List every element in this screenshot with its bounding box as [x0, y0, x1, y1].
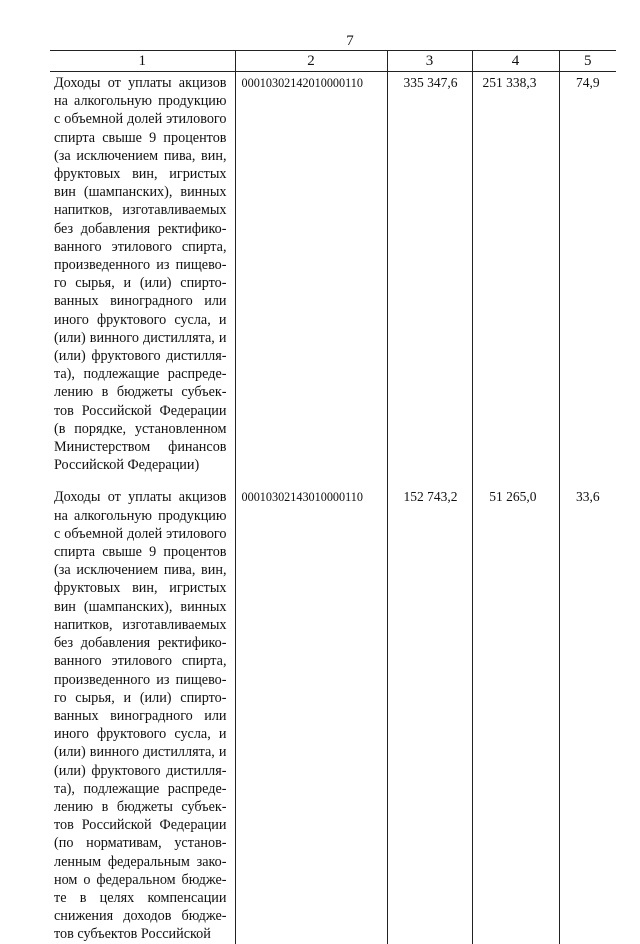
- spacer-cell: [50, 474, 235, 486]
- description-line: фруктовых вин, игристых: [54, 166, 227, 183]
- description-line: фруктовых вин, игристых: [54, 580, 227, 597]
- description-line: ленным федеральным зако-: [54, 853, 227, 870]
- description-line: (или) фруктового дистилля-: [54, 762, 227, 779]
- description-line: та), подлежащие распреде-: [54, 366, 227, 383]
- row-code: 00010302142010000110: [235, 72, 387, 475]
- description-line: лению в бюджеты субъек-: [54, 384, 227, 401]
- description-line: ванных виноградного или: [54, 293, 227, 310]
- description-line: ванных виноградного или: [54, 707, 227, 724]
- row-plan: 152 743,2: [387, 486, 472, 943]
- description-line: без добавления ректифико-: [54, 220, 227, 237]
- page-number: 7: [346, 33, 354, 49]
- row-description: [50, 72, 235, 475]
- row-plan: 335 347,6: [387, 72, 472, 475]
- description-line: тов субъектов Российской: [54, 926, 211, 943]
- description-line: иного фруктового сусла, и: [54, 726, 227, 743]
- spacer-cell: [472, 474, 559, 486]
- row-percent: 33,6: [559, 486, 616, 943]
- description-line: те в целях компенсации: [54, 889, 227, 906]
- row-percent: 74,9: [559, 72, 616, 475]
- description-line: напитков, изготавливаемых: [54, 616, 227, 633]
- description-line: (в порядке, установленном: [54, 420, 227, 437]
- spacer-cell: [559, 474, 616, 486]
- table-header: [50, 51, 616, 72]
- description-line: Российской Федерации): [54, 457, 200, 474]
- description-line: произведенного из пищево-: [54, 257, 227, 274]
- description-line: с объемной долей этилового: [54, 525, 227, 542]
- column-header-1: 1: [50, 51, 235, 72]
- table-body: [50, 72, 616, 944]
- description-line: ванного этилового спирта,: [54, 653, 227, 670]
- description-line: Доходы от уплаты акцизов: [54, 75, 227, 91]
- table-row: [50, 72, 616, 475]
- row-description: [50, 486, 235, 943]
- description-line: без добавления ректифико-: [54, 635, 227, 652]
- description-line: с объемной долей этилового: [54, 111, 227, 128]
- spacer-cell: [387, 474, 472, 486]
- description-line: на алкогольную продукцию: [54, 93, 227, 110]
- description-line: снижения доходов бюдже-: [54, 908, 227, 925]
- description-line: (или) винного дистиллята, и: [54, 329, 227, 346]
- row-code: 00010302143010000110: [235, 486, 387, 943]
- row-fact: 251 338,3: [472, 72, 559, 475]
- description-text: [54, 74, 227, 474]
- description-text: [54, 488, 227, 943]
- description-line: го сырья, и (или) спирто-: [54, 275, 227, 292]
- description-line: напитков, изготавливаемых: [54, 202, 227, 219]
- header-row: [50, 51, 616, 72]
- description-line: та), подлежащие распреде-: [54, 780, 227, 797]
- column-header-3: 3: [387, 51, 472, 72]
- row-spacer: [50, 474, 616, 486]
- description-line: на алкогольную продукцию: [54, 507, 227, 524]
- description-line: (по нормативам, установ-: [54, 835, 227, 852]
- description-line: ном о федеральном бюдже-: [54, 871, 227, 888]
- description-line: спирта свыше 9 процентов: [54, 129, 227, 146]
- table-row: [50, 486, 616, 943]
- description-line: спирта свыше 9 процентов: [54, 544, 227, 561]
- column-header-5: 5: [559, 51, 616, 72]
- description-line: произведенного из пищево-: [54, 671, 227, 688]
- description-line: (или) винного дистиллята, и: [54, 744, 227, 761]
- description-line: (за исключением пива, вин,: [54, 562, 227, 579]
- description-line: лению в бюджеты субъек-: [54, 798, 227, 815]
- column-header-4: 4: [472, 51, 559, 72]
- description-line: тов Российской Федерации: [54, 817, 227, 834]
- description-line: вин (шампанских), винных: [54, 598, 227, 615]
- spacer-cell: [235, 474, 387, 486]
- description-line: иного фруктового сусла, и: [54, 311, 227, 328]
- row-fact: 51 265,0: [472, 486, 559, 943]
- description-line: тов Российской Федерации: [54, 402, 227, 419]
- description-line: Доходы от уплаты акцизов: [54, 489, 227, 506]
- description-line: (за исключением пива, вин,: [54, 147, 227, 164]
- column-header-2: 2: [235, 51, 387, 72]
- description-line: го сырья, и (или) спирто-: [54, 689, 227, 706]
- revenue-table: [50, 51, 616, 944]
- description-line: вин (шампанских), винных: [54, 184, 227, 201]
- description-line: (или) фруктового дистилля-: [54, 348, 227, 365]
- description-line: ванного этилового спирта,: [54, 238, 227, 255]
- description-line: Министерством финансов: [54, 439, 227, 456]
